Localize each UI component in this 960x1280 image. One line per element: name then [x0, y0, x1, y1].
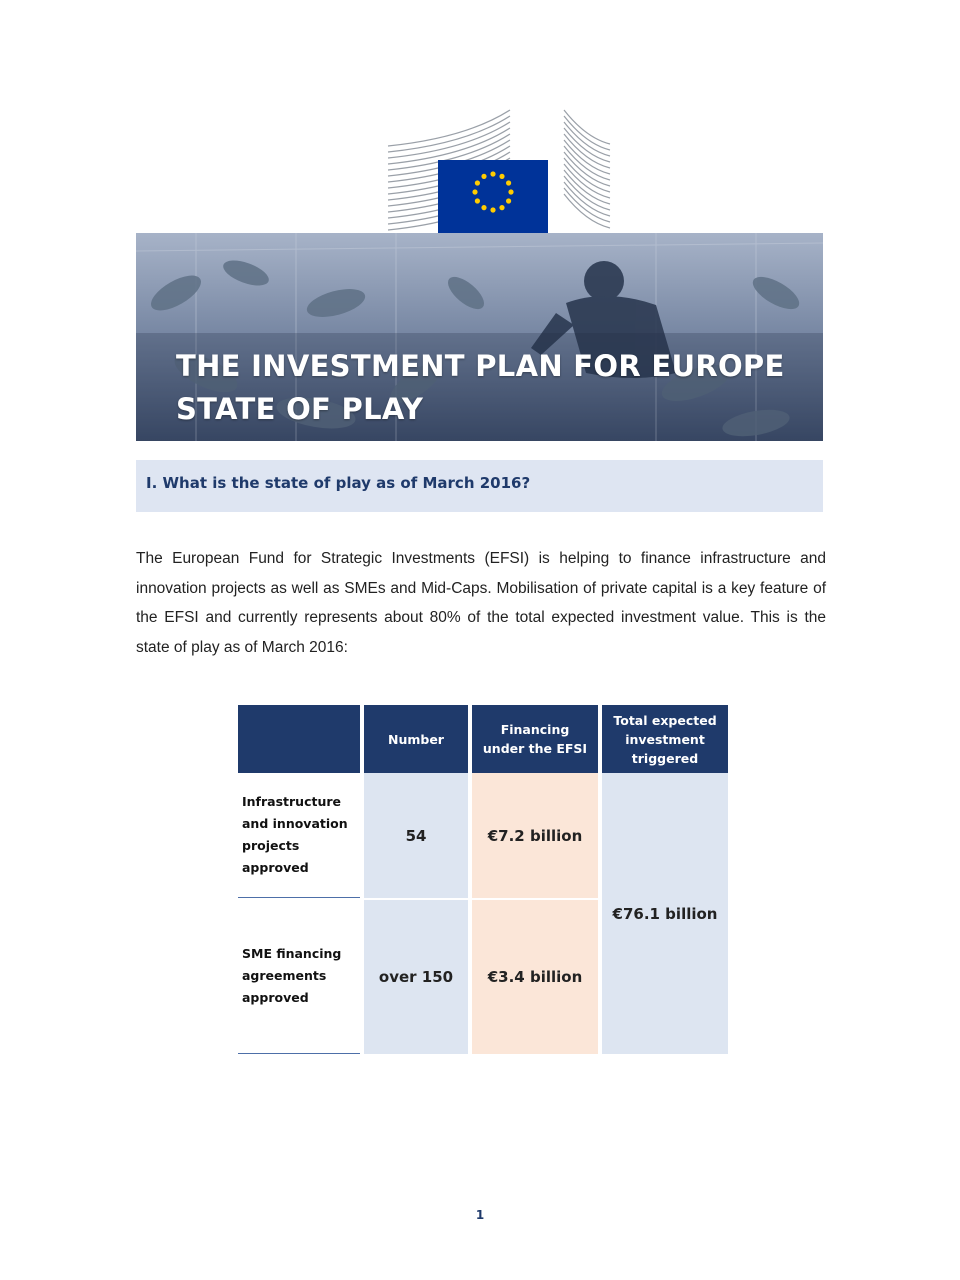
total-investment-cell: €76.1 billion: [598, 773, 728, 1054]
header-financing: Financing under the EFSI: [468, 705, 598, 773]
page-number: 1: [475, 1208, 485, 1222]
table-row: [238, 773, 728, 898]
efsi-state-table: [238, 705, 728, 1054]
header-blank-cell: [238, 705, 360, 773]
row-number: over 150: [360, 898, 468, 1054]
row-financing: €7.2 billion: [468, 773, 598, 898]
section-heading-bar: [136, 460, 823, 512]
eu-flag-icon: [438, 160, 548, 234]
section-heading: I. What is the state of play as of March 2016?: [146, 474, 531, 492]
row-financing: €3.4 billion: [468, 898, 598, 1054]
row-label: SME financing agreements approved: [238, 898, 360, 1054]
hero-title: [176, 345, 785, 431]
intro-paragraph: The European Fund for Strategic Investments (EFSI) is helping to finance infrastructure and innovation projects as well as SMEs and Mid-Caps. Mobilisation of private capital is a key feature of the EFSI and currently represents about 80% of the total expected investment value. This is the state of play as of March 2016:: [136, 550, 826, 656]
hero-title-line2: STATE OF PLAY: [176, 392, 424, 426]
header-total: Total expected investment triggered: [598, 705, 728, 773]
hero-title-line1: THE INVESTMENT PLAN FOR EUROPE: [176, 349, 785, 383]
table-header-row: [238, 705, 728, 773]
row-label: Infrastructure and innovation projects approved: [238, 773, 360, 898]
header-number: Number: [360, 705, 468, 773]
row-number: 54: [360, 773, 468, 898]
hero-banner: [136, 233, 823, 441]
